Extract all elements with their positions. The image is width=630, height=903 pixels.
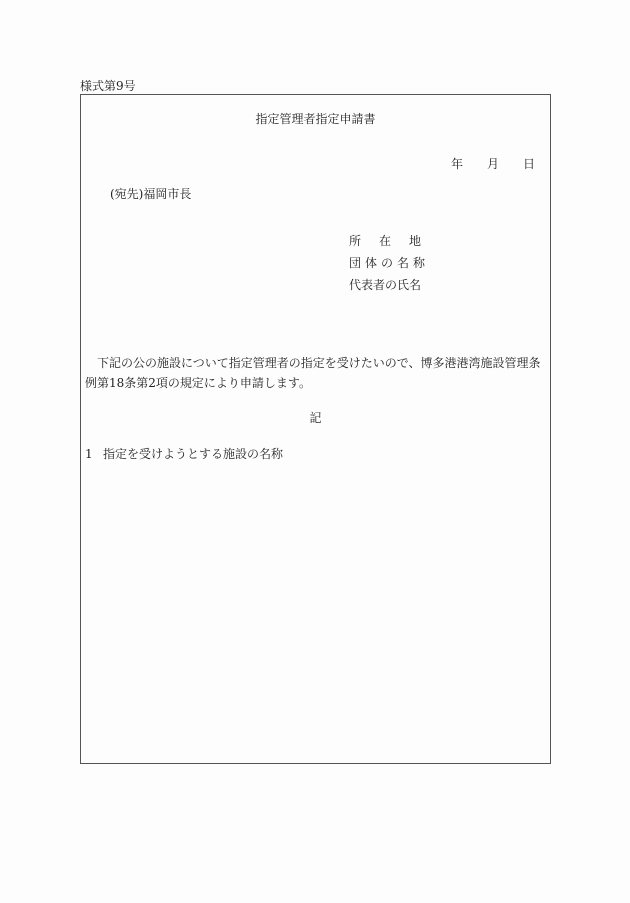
organization-name-label: 団体の名称: [349, 256, 430, 270]
address-char: 地: [409, 234, 422, 248]
application-statement: 下記の公の施設について指定管理者の指定を受けたいので、博多港港湾施設管理条例第18条第2項の規定により申請します。: [85, 356, 541, 390]
day-label: 日: [522, 157, 535, 171]
address-char: 在: [379, 234, 392, 248]
document-title: 指定管理者指定申請書: [255, 112, 376, 126]
month-label: 月: [486, 157, 499, 171]
year-label: 年: [450, 157, 463, 171]
address-char: 所: [349, 234, 362, 248]
address-label: [349, 234, 429, 256]
item-label: 指定を受けようとする施設の名称: [103, 447, 284, 461]
form-frame: [80, 94, 551, 764]
item-number: 1: [85, 447, 93, 461]
ki-heading: 記: [309, 411, 322, 425]
addressee: (宛先)福岡市長: [110, 187, 192, 201]
date-line: [451, 157, 535, 171]
applicant-block: [349, 234, 429, 300]
representative-name-label: 代表者の氏名: [349, 278, 422, 292]
form-number: 様式第9号: [80, 79, 136, 93]
list-item: [85, 447, 283, 461]
